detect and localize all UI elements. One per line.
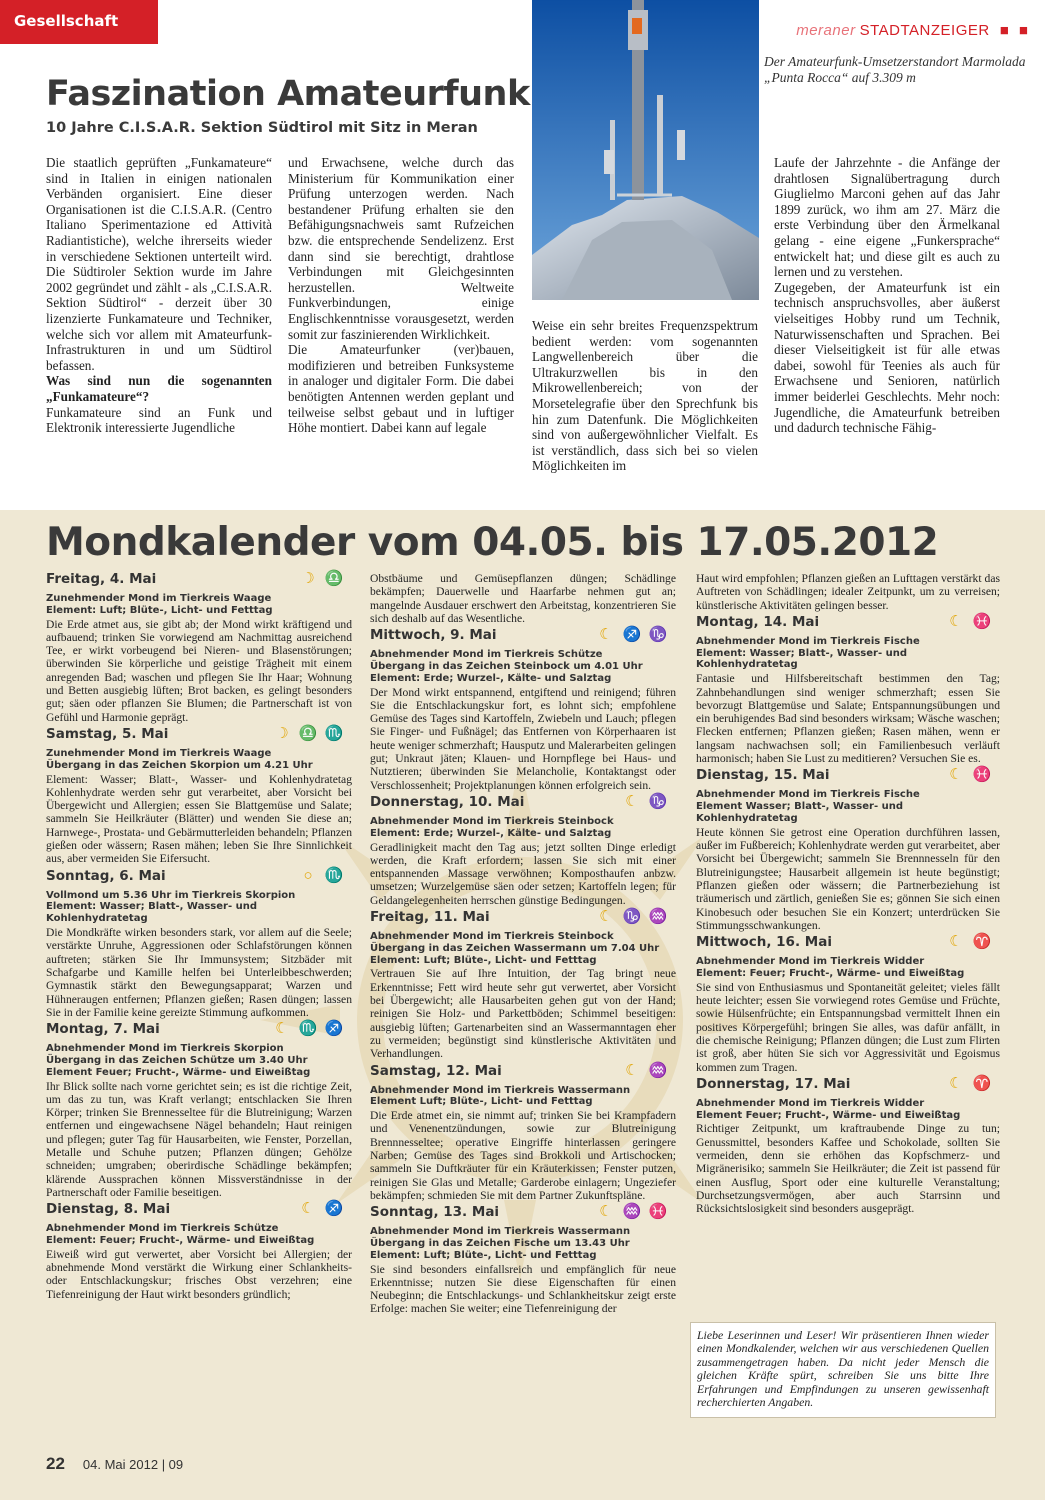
moon-zodiac-icons	[622, 793, 674, 810]
entry-header	[370, 911, 676, 931]
entry-moon-info: Abnehmender Mond im Tierkreis Schütze Übergang in das Zeichen Steinbock um 4.01 Uhr Element: Erde; Wurzel-, Kälte- und Salztag	[370, 649, 643, 684]
entry-header	[370, 793, 676, 816]
page-footer	[46, 1454, 183, 1474]
zodiac-sign-icon: ♑	[648, 627, 674, 644]
moon-phase-icon: ☾	[275, 1021, 295, 1038]
entry-text: Richtiger Zeitpunkt, um kraftraubende Dinge zu tun; Genussmittel, besonders Kaffee und Schokolade, sollten Sie vermeiden, denn sie erhöhen das Kopfschmerz- und Migränerisiko; sammeln Sie Heilkräuter; die Zeit ist passend für einen Ausflug, Sport oder eine kulturelle Veranstaltung; Durchsetzungsvermögen, aber auch Starrsinn und Rücksichtslosigkeit sind besonders ausgeprägt.	[696, 1122, 1000, 1216]
entry-day: Mittwoch, 9. Mai	[370, 627, 497, 644]
entry-moon-info: Abnehmender Mond im Tierkreis Widder Element Feuer; Frucht-, Wärme- und Eiweißtag	[696, 1097, 961, 1121]
entry-day: Montag, 7. Mai	[46, 1021, 160, 1038]
entry-header	[46, 1203, 352, 1223]
moon-phase-icon: ☾	[599, 627, 619, 644]
calendar-entry	[46, 867, 352, 1019]
moon-phase-icon: ☾	[949, 613, 969, 630]
entry-text: Ihr Blick sollte nach vorne gerichtet sein; es ist die richtige Zeit, um das zu tun, was Kraft verlangt; entschlacken Sie Ihren Körper; trinken Sie Brennesseltee für die Blutreinigung; Warzen entfernen und eingewachsene Nägel behandeln; Haut reinigen und pflegen; guter Tag für Hausarbeiten, wie Fenster, Porzellan, Metalle und Schuhe putzen; Pflanzen düngen; Gehölze schneiden; umgraben; oberirdische Schädlinge bekämpfen; klärende Aussprachen können Missverständnisse in der Partnerschaft oder Familie beseitigen.	[46, 1079, 352, 1199]
entry-text: Der Mond wirkt entspannend, entgiftend und reinigend; führen Sie die Entschlackungskur fort, es lohnt sich; empfohlene Gemüse des Tages sind Kartoffeln, Zwiebeln und Lauch; pflegen Sie Finger- und Fußnägel; das Entfernen von Körperhaaren ist heute weniger schmerzhaft; Hausputz und Malerarbeiten gelingen gut; Unkraut jäten; Klauen- und Hornpflege bei Haus- und Nutztieren; überwinden Sie Melancholie, Kontaktangst oder Verschlossenheit; Projektplanungen können erfolgreich sein.	[370, 685, 676, 792]
calendar-entry	[46, 573, 352, 724]
entry-header	[46, 725, 352, 748]
calendar-entry	[46, 1203, 352, 1301]
moon-zodiac-icons	[272, 725, 350, 742]
moon-zodiac-icons	[298, 867, 350, 884]
entry-text: Geradlinigkeit macht den Tag aus; jetzt sollten Dinge erledigt werden, die Kraft erfordern; lassen Sie sich mit einer entspannenden Massage verwöhnen; Komposthaufen anbzw. umsetzen; Wurzelgemüse säen oder setzen; Kartoffeln legen; für Geldangelegenheiten herrschen günstige Bedingungen.	[370, 840, 676, 907]
reader-note: Liebe Leserinnen und Leser! Wir präsentieren Ihnen wieder einen Mondkalender, welchen wir aus verschiedenen Quellen zusammengetragen haben. Da nicht jeder Mensch die gleichen Kräfte spürt, schreiben Sie uns bitte Ihre Erfahrungen und Empfindungen zu unseren gewissenhaft recherchierten Angaben.	[690, 1322, 996, 1418]
entry-text: Haut wird empfohlen; Pflanzen gießen an Lufttagen verstärkt das Auftreten von Schädlingen; idealer Zeitpunkt, um zu verreisen; künstlerische Aktivitäten gelingen besser.	[696, 572, 1000, 612]
moon-zodiac-icons	[596, 911, 674, 924]
moon-phase-icon: ☾	[599, 1204, 619, 1221]
entry-text: Die Erde atmet ein, sie nimmt auf; trinken Sie bei Krampfadern und Venenentzündungen, sowie zur Blutreinigung Brennnesseltee; operative Eingriffe hinterlassen geringere Narben; Gemüse des Tages sind Brokkoli und Artischocken; sammeln Sie Duftkräuter für ein Kräuterkissen; Fenster putzen, reinigen Sie Glas und Metalle; Garderobe einlagern; Ungeziefer bekämpfen; schmieden Sie mit dem Partner Zukunftspläne.	[370, 1109, 676, 1202]
article-title: Faszination Amateurfunk	[46, 74, 530, 114]
moon-phase-icon: ☾	[625, 1062, 645, 1079]
moon-column-1	[46, 573, 352, 1305]
zodiac-sign-icon: ♐	[324, 1201, 350, 1218]
calendar-entry	[696, 769, 1000, 932]
entry-header	[696, 769, 1000, 789]
entry-text: Fantasie und Hilfsbereitschaft bestimmen den Tag; Zahnbehandlungen sind weniger schmerzhaft; essen Sie bevorzugt Blattgemüse und Salate; Entspannungsübungen und ein beruhigendes Bad sind besonders wirksam; Wäsche waschen; Flecken entfernen; Pflanzen gießen; Rasen mähen, wenn er langsam nachwachsen soll; ein Familienbesuch verläuft harmonisch; haben Sie Lust zu meditieren? Versuchen Sie es.	[696, 672, 1000, 766]
zodiac-sign-icon: ♒	[622, 1204, 648, 1221]
paragraph: Laufe der Jahrzehnte - die Anfänge der drahtlosen Signalübertragung durch Giuglielmo Marconi gehen auf das Jahr 1899 zurück, wo ihm am 27. März die erste Verbindung über den Ärmelkanal gelang - eine eigene „Funkersprache“ entwickelt hat; und diese gilt es auch zu lernen und zu verstehen.	[774, 155, 1000, 280]
entry-moon-info: Vollmond um 5.36 Uhr im Tierkreis Skorpion Element: Wasser; Blatt-, Wasser- und Kohlenhydratetag	[46, 889, 296, 925]
moon-zodiac-icons	[298, 1203, 350, 1216]
calendar-entry	[370, 911, 676, 1060]
entry-day: Montag, 14. Mai	[696, 613, 820, 630]
entry-header	[370, 629, 676, 649]
moon-zodiac-icons	[946, 936, 998, 949]
entry-moon-info: Abnehmender Mond im Tierkreis Fische Element Wasser; Blatt-, Wasser- und Kohlenhydratetag	[696, 789, 920, 824]
entry-text: Element: Wasser; Blatt-, Wasser- und Kohlenhydratetag Kohlenhydrate werden sehr gut verarbeitet, aber Vorsicht bei Übergewicht und Allergien; essen Sie Blattgemüse und Salate; sammeln Sie Heilkräuter (Blätter) und wenden Sie diese an; Harnwege-, Prostata- und Gebärmutterleiden behandeln; Pflanzen gießen oder wässern; Rasen mähen; leben Sie Ihre Sinnlichkeit aus, aber vermeiden Sie Eifersucht.	[46, 772, 352, 866]
zodiac-sign-icon: ♈	[972, 1075, 998, 1092]
moon-column-2	[370, 571, 676, 1320]
moon-phase-icon: ☽	[275, 725, 295, 742]
entry-moon-info: Abnehmender Mond im Tierkreis Steinbock Übergang in das Zeichen Wassermann um 7.04 Uhr Element: Luft; Blüte-, Licht- und Fetttag	[370, 931, 660, 966]
entry-day: Donnerstag, 17. Mai	[696, 1075, 851, 1092]
zodiac-sign-icon: ♐	[622, 627, 648, 644]
brand-dots: ■ ■	[999, 22, 1031, 39]
moon-zodiac-icons	[272, 1023, 350, 1036]
zodiac-sign-icon: ♑	[622, 909, 648, 926]
calendar-entry	[370, 1206, 676, 1316]
entry-day: Sonntag, 13. Mai	[370, 1204, 500, 1221]
entry-moon-info: Abnehmender Mond im Tierkreis Steinbock Element: Erde; Wurzel-, Kälte- und Salztag	[370, 815, 614, 839]
moon-zodiac-icons	[946, 613, 998, 630]
entry-text: Die Mondkräfte wirken besonders stark, vor allem auf die Seele; verstärkte Unruhe, Aggressionen oder Schlafstörungen können auftreten; stärken Sie Ihr Immunsystem; Sitzbäder mit Schafgarbe und Kamille helfen bei Unterleibbeschwerden; Gymnastik stärkt den Bewegungsapparat; Warzen und Hühneraugen entfernen; Pflanzen gießen; Rasen düngen; lassen Sie in der Familie keine gereizte Stimmung aufkommen.	[46, 926, 352, 1019]
moon-calendar-title: Mondkalender vom 04.05. bis 17.05.2012	[46, 520, 939, 565]
brand-stadtanzeiger: STADTANZEIGER	[859, 22, 990, 39]
zodiac-sign-icon: ♈	[972, 934, 998, 951]
article-column-3	[532, 318, 758, 474]
entry-text: Heute können Sie getrost eine Operation durchführen lassen, außer im Fußbereich; Kohlenhydrate werden gut verarbeitet, aber Vorsicht bei Übergewicht; sammeln Sie Brennnesseln für den Blutreinigungstee; Hausarbeit allgemein ist heute begünstigt; Pflanzen gießen oder wässern; die Partnerbeziehung ist träumerisch und zärtlich, genießen Sie es; gönnen Sie sich einen Kinobesuch oder besuchen Sie ein Konzert; unterdrücken Sie Stimmungsschwankungen.	[696, 825, 1000, 932]
moon-phase-icon: ○	[303, 867, 319, 884]
entry-moon-info: Abnehmender Mond im Tierkreis Wassermann Element Luft; Blüte-, Licht- und Fetttag	[370, 1084, 631, 1108]
entry-day: Mittwoch, 16. Mai	[696, 934, 832, 951]
paragraph: Weise ein sehr breites Frequenzspektrum bedient werden: vom sogenannten Langwellenbereich über die Ultrakurzwellen bis in den Mikrowellenbereich; von der Morsetelegrafie über den Sprechfunk bis hin zum Datenfunk. Die Möglichkeiten sind von außergewöhnlicher Vielfalt. Es ist verständlich, dass sich bei so vielen Möglichkeiten im	[532, 318, 758, 474]
zodiac-sign-icon: ♓	[972, 613, 998, 630]
entry-moon-info: Zunehmender Mond im Tierkreis Waage Übergang in das Zeichen Skorpion um 4.21 Uhr	[46, 747, 313, 771]
issue-date: 04. Mai 2012 | 09	[82, 1457, 184, 1472]
entry-text: Sie sind besonders einfallsreich und empfänglich für neue Erkenntnisse; nutzen Sie diese Eigenschaften für einen Neubeginn; die Entschlackungs- und Schlankheitskur zeigt erste Erfolge: machen Sie weiter; eine Tiefenreinigung der	[370, 1262, 676, 1316]
paragraph: und Erwachsene, welche durch das Ministerium für Kommunikation einer Prüfung unterzogen werden. Nach bestandener Prüfung erhalten sie den Befähigungsnachweis samt Rufzeichen bzw. die entsprechende Sendelizenz. Erst dann sind sie berechtigt, drahtlose Verbindungen mit Gleichgesinnten herzustellen. Weltweite Funkverbindungen, einige Englischkenntnisse vorausgesetzt, werden somit zur faszinierenden Wirklichkeit.	[288, 155, 514, 342]
calendar-entry	[370, 572, 676, 625]
entry-day: Samstag, 5. Mai	[46, 725, 169, 742]
moon-phase-icon: ☾	[599, 909, 619, 926]
paragraph: Funkamateure sind an Funk und Elektronik interessierte Jugendliche	[46, 404, 272, 436]
entry-moon-info: Abnehmender Mond im Tierkreis Widder Element: Feuer; Frucht-, Wärme- und Eiweißtag	[696, 956, 965, 979]
paragraph: Die Amateurfunker (ver)bauen, modifizieren und betreiben Funksysteme in analoger und digitaler Form. Die dabei benötigten Antennen werden geplant und teilweise selbst gebaut und in luftiger Höhe montiert. Dabei kann auf legale	[288, 342, 514, 436]
section-label: Gesellschaft	[0, 0, 158, 44]
entry-text: Obstbäume und Gemüsepflanzen düngen; Schädlinge bekämpfen; Dauerwelle und Haarfarbe nehmen gut an; mangelnde Ausdauer erschwert den Arbeitstag, konzentrieren Sie sich deshalb auf das Wesentliche.	[370, 572, 676, 625]
moon-zodiac-icons	[946, 769, 998, 782]
entry-header	[46, 867, 352, 890]
entry-moon-info: Abnehmender Mond im Tierkreis Schütze Element: Feuer; Frucht-, Wärme- und Eiweißtag	[46, 1223, 315, 1246]
calendar-entry	[696, 613, 1000, 766]
entry-day: Freitag, 11. Mai	[370, 909, 490, 926]
antenna-photo	[532, 0, 759, 300]
entry-header	[46, 1023, 352, 1043]
entry-header	[370, 1062, 676, 1085]
calendar-entry	[370, 629, 676, 792]
moon-phase-icon: ☾	[301, 1201, 321, 1218]
moon-phase-icon: ☾	[949, 934, 969, 951]
calendar-entry	[46, 1023, 352, 1199]
photo-caption: Der Amateurfunk-Umsetzerstandort Marmolada „Punta Rocca“ auf 3.309 m	[764, 54, 1026, 85]
moon-zodiac-icons	[596, 629, 674, 642]
entry-header	[46, 573, 352, 593]
moon-zodiac-icons	[298, 573, 350, 586]
zodiac-sign-icon: ♏	[298, 1021, 324, 1038]
zodiac-sign-icon: ♎	[298, 725, 324, 742]
masthead-brand	[796, 22, 1031, 39]
zodiac-sign-icon: ♒	[648, 1062, 674, 1079]
entry-day: Sonntag, 6. Mai	[46, 867, 166, 884]
moon-phase-icon: ☾	[949, 767, 969, 784]
entry-day: Donnerstag, 10. Mai	[370, 793, 525, 810]
calendar-entry	[696, 936, 1000, 1074]
zodiac-sign-icon: ♐	[324, 1021, 350, 1038]
moon-zodiac-icons	[946, 1075, 998, 1092]
zodiac-sign-icon: ♏	[324, 725, 350, 742]
entry-header	[696, 936, 1000, 956]
zodiac-sign-icon: ♎	[324, 571, 350, 587]
entry-day: Dienstag, 8. Mai	[46, 1201, 171, 1218]
moon-phase-icon: ☾	[625, 793, 645, 810]
zodiac-sign-icon: ♏	[324, 867, 350, 884]
entry-text: Die Erde atmet aus, sie gibt ab; der Mond wirkt kräftigend und aufbauend; trinken Sie vorwiegend am Nachmittag ausreichend Tee, er wirkt vorbeugend bei Nieren- und Blasenstörungen; überwinden Sie körperliche und geistige Trägheit mit einem anregenden Bad; waschen und pflegen Sie Ihr Haar; Wohnung und Betten ausgiebig lüften; Brot backen, es gelingt besonders gut; säen oder pflanzen Sie Blumen; die Partnerschaft ist von Gefühl und Harmonie geprägt.	[46, 617, 352, 724]
subheading-question: Was sind nun die sogenannten „Funkamateure“?	[46, 373, 272, 404]
page-number: 22	[46, 1454, 65, 1473]
calendar-entry	[370, 793, 676, 907]
entry-day: Freitag, 4. Mai	[46, 571, 157, 587]
moon-zodiac-icons	[596, 1206, 674, 1219]
entry-header	[696, 613, 1000, 636]
brand-meraner: meraner	[796, 22, 856, 39]
entry-day: Dienstag, 15. Mai	[696, 767, 830, 784]
entry-moon-info: Abnehmender Mond im Tierkreis Wassermann Übergang in das Zeichen Fische um 13.43 Uhr Element: Luft; Blüte-, Licht- und Fetttag	[370, 1226, 631, 1261]
calendar-entry	[696, 572, 1000, 612]
article-column-4	[774, 155, 1000, 436]
moon-phase-icon: ☽	[301, 571, 321, 587]
calendar-entry	[696, 1075, 1000, 1216]
paragraph: Zugegeben, der Amateurfunk ist ein technisch anspruchsvolles, aber äußerst vielseitiges Hobby rund um Technik, Naturwissenschaften und Sprachen. Bei dieser Vielseitigkeit ist für alle etwas dabei, sowohl für Teenies als auch für Erwachsene und Senioren, natürlich immer beiderlei Geschlechts. Mehr noch: Jugendliche, die Amateurfunk betreiben und dadurch technische Fähig-	[774, 279, 1000, 436]
paragraph: Die staatlich geprüften „Funkamateure“ sind in Italien in einigen nationalen Verbänden organisiert. Eine dieser Organisationen ist die C.I.S.A.R. (Centro Italiano Sperimentazione ed Attività Radiantistiche), welche ihrerseits wieder in verschiedene Sektionen unterteilt wird. Die Südtiroler Sektion wurde im Jahre 2002 gegründet und zählt - als „C.I.S.A.R. Sektion Südtirol“ - derzeit über 30 lizenzierte Funkamateure und Techniker, welche sich vor allem mit Amateurfunk-Infrastrukturen in und um Südtirol befassen.	[46, 155, 272, 373]
zodiac-sign-icon: ♒	[648, 909, 674, 926]
article-subtitle: 10 Jahre C.I.S.A.R. Sektion Südtirol mit Sitz in Meran	[46, 120, 478, 136]
entry-moon-info: Abnehmender Mond im Tierkreis Fische Element: Wasser; Blatt-, Wasser- und Kohlenhydratetag	[696, 635, 920, 671]
entry-header	[370, 1206, 676, 1226]
entry-moon-info: Abnehmender Mond im Tierkreis Skorpion Übergang in das Zeichen Schütze um 3.40 Uhr Element Feuer; Frucht-, Wärme- und Eiweißtag	[46, 1043, 311, 1078]
zodiac-sign-icon: ♓	[972, 767, 998, 784]
calendar-entry	[370, 1062, 676, 1203]
calendar-entry	[46, 725, 352, 866]
entry-text: Eiweiß wird gut verwertet, aber Vorsicht bei Allergien; der abnehmende Mond verstärkt die Wirkung einer Schlankheits- oder Entschlackungskur; frisches Obst verzehren; eine Tiefenreinigung der Haut wirkt besonders gründlich;	[46, 1247, 352, 1301]
zodiac-sign-icon: ♓	[648, 1204, 674, 1221]
entry-moon-info: Zunehmender Mond im Tierkreis Waage Element: Luft; Blüte-, Licht- und Fetttag	[46, 593, 273, 616]
entry-text: Sie sind von Enthusiasmus und Spontaneität geleitet; vieles fällt heute leichter; essen Sie vorwiegend rotes Gemüse und Früchte, sowie Hülsenfrüchte; ein Entspannungsbad vermittelt Ihnen ein positives Körpergefühl; bringen Sie alles, was dafür anfällt, in die chemische Reinigung; Pflanzen düngen; die Lust zum Flirten ist groß, aber hüten Sie sich vor Aggressivität und Egoismus kommen zum Tragen.	[696, 980, 1000, 1074]
entry-header	[696, 1075, 1000, 1098]
moon-zodiac-icons	[622, 1062, 674, 1079]
zodiac-sign-icon: ♑	[648, 793, 674, 810]
entry-day: Samstag, 12. Mai	[370, 1062, 502, 1079]
article-column-2	[288, 155, 514, 436]
article-column-1	[46, 155, 272, 436]
moon-phase-icon: ☾	[949, 1075, 969, 1092]
moon-column-3	[696, 571, 1000, 1219]
entry-text: Vertrauen Sie auf Ihre Intuition, der Tag bringt neue Erkenntnisse; Fett wird heute sehr gut verwertet, aber Vorsicht bei Übergewicht; alle Hausarbeiten gehen gut von der Hand; reinigen Sie Holz- und Parkettböden; Schimmel beseitigen: ausgiebig lüften; Gartenarbeiten sind an Wassermanntagen eher zu vermeiden; begünstigt sind künstlerische Aktivitäten und Verhandlungen.	[370, 967, 676, 1061]
